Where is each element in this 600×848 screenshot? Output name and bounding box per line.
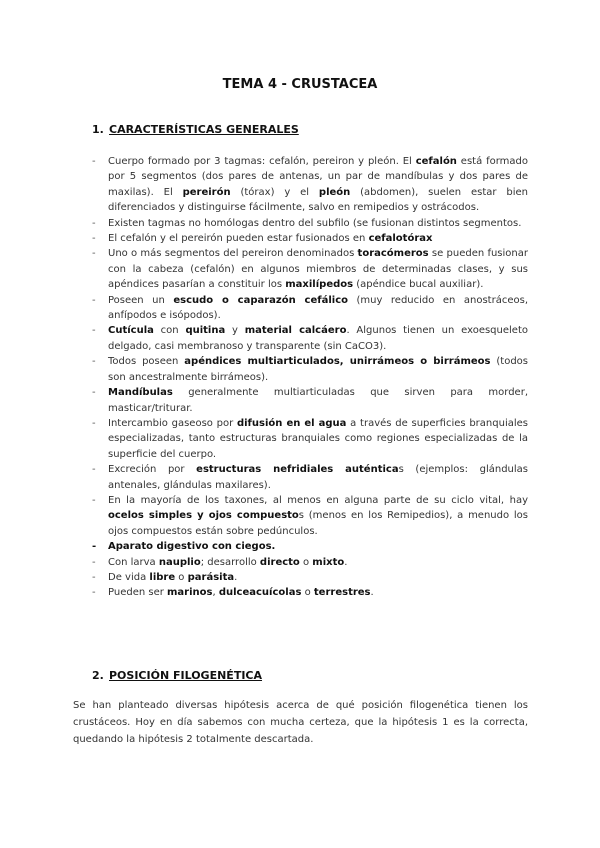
bold-term: cefalón (415, 156, 457, 167)
bold-term: Aparato digestivo con ciegos. (108, 541, 276, 553)
item-text: El cefalón y el pereirón pueden estar fusionados en (108, 233, 369, 245)
bold-term: libre (149, 571, 176, 583)
list-item (92, 416, 528, 462)
bold-term: cefalotórax (368, 233, 433, 245)
bold-term: ocelos simples y ojos compuesto (108, 510, 299, 522)
bold-term: maxilípedos (285, 279, 354, 291)
item-text: y (225, 325, 245, 337)
item-text: s (menos en los Remipedios), a menudo los ojos compuestos están sobre pedúnculos. (108, 510, 528, 537)
bold-term: pleón (318, 186, 351, 198)
bold-term: dulceacuícolas (218, 587, 302, 599)
list-item (92, 216, 528, 231)
bold-term: quitina (185, 325, 226, 337)
bold-term: directo (259, 556, 300, 568)
item-text: (muy reducido en anostráceos, anfípodos e isópodos). (108, 294, 528, 322)
list-item (92, 493, 528, 539)
item-text: , (212, 587, 219, 599)
bold-term: material calcáero (244, 325, 347, 337)
list-item (92, 246, 528, 292)
item-text: con (153, 325, 186, 337)
bold-term: escudo o caparazón cefálico (173, 294, 348, 306)
item-text: generalmente multiarticuladas que sirven para morder, masticar/triturar. (108, 387, 528, 414)
section-heading-2 (92, 669, 262, 682)
bold-term: difusión en el agua (236, 417, 347, 429)
bold-term: toracómeros (357, 248, 429, 260)
list-item (92, 585, 528, 600)
list-item (92, 293, 528, 324)
bold-term: marinos (167, 587, 213, 599)
item-text: . (344, 556, 348, 568)
item-text: Cuerpo formado por 3 tagmas: cefalón, pereiron y pleón. El (108, 156, 416, 167)
list-item (92, 555, 528, 570)
item-text: a través de superficies branquiales especializadas, tanto estructuras branquiales como regiones especializadas de la superficie del cuerpo. (108, 417, 528, 460)
item-text: se pueden fusionar con la cabeza (cefalón) en algunos miembros de determinadas clases, y sus apéndices pasarían a constituir los (108, 248, 528, 291)
bold-term: mixto (312, 556, 345, 568)
item-text: Existen tagmas no homólogas dentro del subfilo (se fusionan distintos segmentos. (108, 217, 522, 229)
item-text: Todos poseen (108, 356, 185, 368)
section-heading-1 (92, 123, 299, 136)
bold-term: apéndices multiarticulados, unirrámeos o birrámeos (184, 356, 491, 368)
list-item (92, 323, 528, 354)
bold-term: Cutícula (108, 325, 154, 337)
item-text: está formado por 5 segmentos (dos pares de antenas, un par de mandíbulas y dos pares de maxilas). El (108, 156, 528, 198)
item-text: Excreción por (108, 464, 197, 476)
list-item (92, 539, 528, 554)
bold-term: Mandíbulas (108, 387, 173, 399)
list-item (92, 354, 528, 385)
section-number: 2. (92, 669, 104, 682)
item-text: . (234, 571, 238, 583)
item-text: Pueden ser (108, 587, 168, 599)
list-item (92, 231, 528, 246)
item-text: ; desarrollo (200, 556, 260, 568)
list-item (92, 385, 528, 416)
item-text: . (370, 587, 374, 599)
bold-term: pereirón (182, 186, 231, 198)
item-text: (abdomen), suelen estar bien diferenciados y distinguirse fácilmente, salvo en remipedios y ostrácodos. (108, 186, 529, 214)
item-text: Poseen un (108, 294, 174, 306)
bold-term: nauplio (158, 556, 201, 568)
section-title: CARACTERÍSTICAS GENERALES (109, 123, 299, 136)
item-text: (tórax) y el (230, 186, 319, 198)
bold-term: parásita (187, 571, 235, 583)
item-text: o (299, 556, 313, 568)
item-text: o (175, 571, 188, 583)
section-title: POSICIÓN FILOGENÉTICA (109, 669, 263, 682)
item-text: . Algunos tienen un exoesqueleto delgado, casi membranoso y transparente (sin CaCO3). (108, 325, 528, 352)
item-text: En la mayoría de los taxones, al menos en alguna parte de su ciclo vital, hay (108, 494, 528, 506)
list-item (92, 462, 528, 493)
item-text: s (ejemplos: glándulas antenales, glándulas maxilares). (108, 464, 528, 491)
section-number: 1. (92, 123, 104, 136)
list-item (92, 154, 528, 216)
item-text: (todos son ancestralmente birrámeos). (108, 356, 528, 383)
list-item (92, 570, 528, 585)
item-text: De vida (108, 571, 150, 583)
item-text: o (301, 587, 314, 599)
item-text: Con larva (108, 556, 159, 568)
document-title: TEMA 4 - CRUSTACEA (222, 77, 378, 92)
item-text: (apéndice bucal auxiliar). (353, 279, 484, 291)
item-text: Intercambio gaseoso por (108, 417, 237, 429)
characteristics-list (92, 154, 528, 601)
item-text: Uno o más segmentos del pereiron denominados (108, 248, 358, 260)
bold-term: estructuras nefridiales auténtica (196, 464, 399, 476)
bold-term: terrestres (313, 587, 371, 599)
body-paragraph: Se han planteado diversas hipótesis acerca de qué posición filogenética tienen los crustáceos. Hoy en día sabemos con mucha certeza, que la hipótesis 1 es la correcta, quedando la hipótesis 2 totalmente descartada. (73, 700, 528, 745)
